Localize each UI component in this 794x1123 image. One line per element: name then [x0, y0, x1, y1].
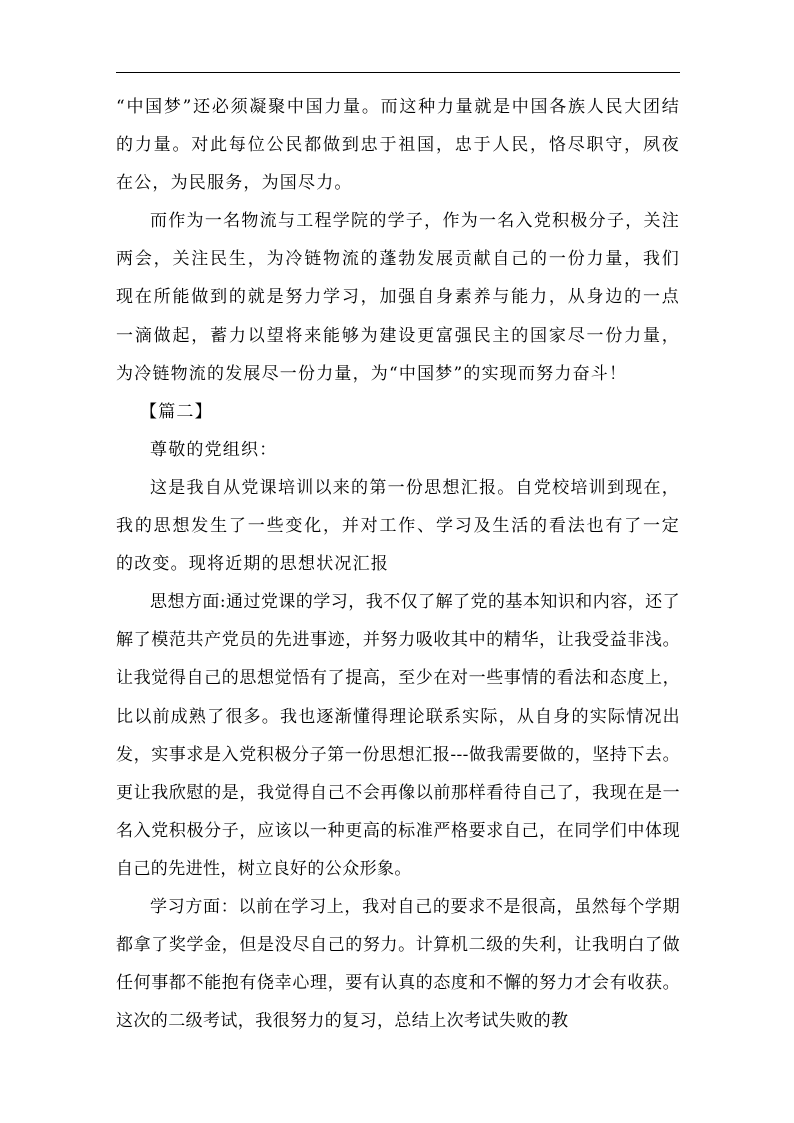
salutation: 尊敬的党组织： — [150, 439, 278, 460]
paragraph-thought-aspect: 思想方面:通过党课的学习，我不仅了解了党的基本知识和内容，还了解了模范共产党员的先进事迹，并努力吸收其中的精华，让我受益非浅。让我觉得自己的思想觉悟有了提高，至少在对一些事情的看法和态度上，比以前成熟了很多。我也逐渐懂得理论联系实际，从自身的实际情况出发，实事求是入党积极分子第一份思想汇报---做我需要做的，坚持下去。更让我欣慰的是，我觉得自己不会再像以前那样看待自己了，我现在是一名入党积极分子，应该以一种更高的标准严格要求自己，在同学们中体现自己的先进性，树立良好的公众形象。 — [116, 592, 680, 879]
section-heading: 【篇二】 — [140, 401, 213, 422]
header-rule — [116, 72, 680, 73]
paragraph-study-aspect: 学习方面：以前在学习上，我对自己的要求不是很高，虽然每个学期都拿了奖学金，但是没尽自己的努力。计算机二级的失利，让我明白了做任何事都不能抱有侥幸心理，要有认真的态度和不懈的努力才会有收获。这次的二级考试，我很努力的复习，总结上次考试失败的教 — [116, 896, 680, 1032]
paragraph-report-intro: 这是我自从党课培训以来的第一份思想汇报。自党校培训到现在，我的思想发生了一些变化，并对工作、学习及生活的看法也有了一定的改变。现将近期的思想状况汇报 — [116, 477, 680, 575]
document-body — [116, 88, 680, 1040]
paragraph-student-pledge: 而作为一名物流与工程学院的学子，作为一名入党积极分子，关注两会，关注民生，为冷链物流的蓬勃发展贡献自己的一份力量，我们现在所能做到的就是努力学习，加强自身素养与能力，从身边的一点一滴做起，蓄力以望将来能够为建设更富强民主的国家尽一份力量，为冷链物流的发展尽一份力量，为“中国梦”的实现而努力奋斗！ — [116, 211, 680, 384]
paragraph-chinese-dream: “中国梦”还必须凝聚中国力量。而这种力量就是中国各族人民大团结的力量。对此每位公民都做到忠于祖国，忠于人民，恪尽职守，夙夜在公，为民服务，为国尽力。 — [116, 97, 680, 194]
